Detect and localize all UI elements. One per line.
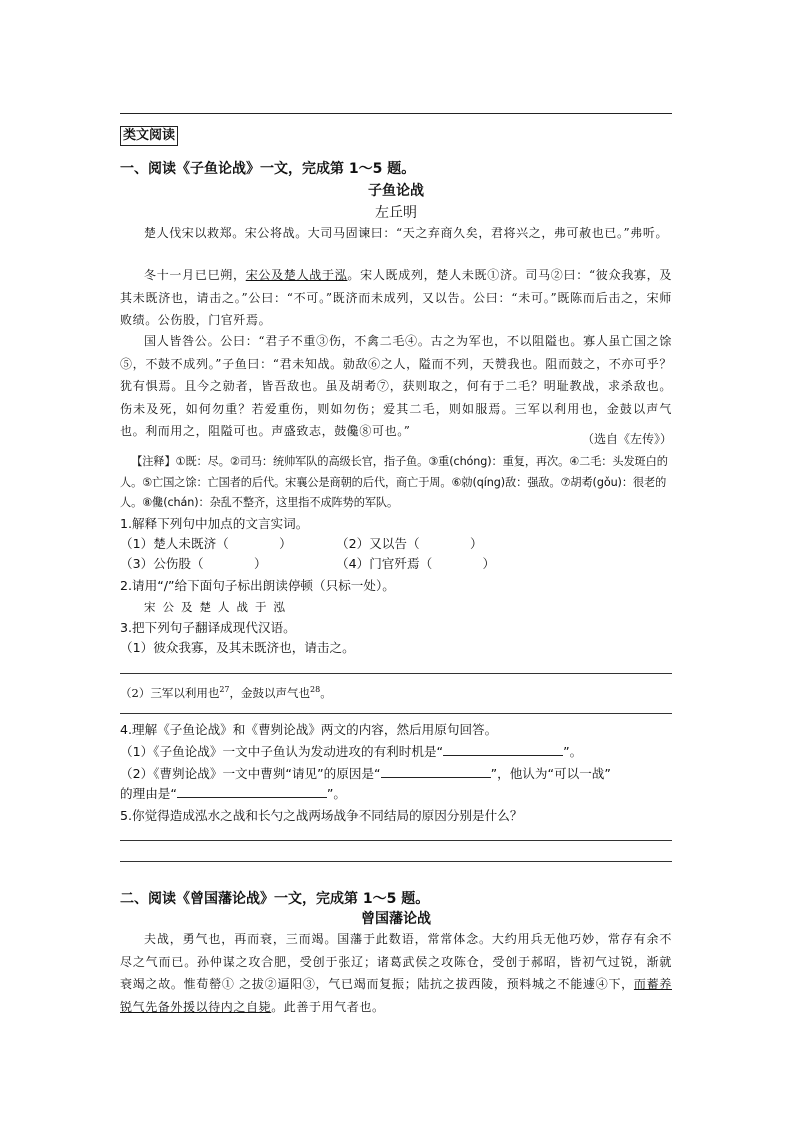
question-3: 3.把下列句子翻译成现代汉语。 xyxy=(120,620,296,635)
question-1-item-1: （1）楚人未既济（ ） xyxy=(120,536,292,551)
question-2-sentence: 宋公及楚人战于泓 xyxy=(144,600,292,614)
question-1-item-4: （4）门官歼焉（ ） xyxy=(336,556,496,571)
question-1-item-3: （3）公伤股（ ） xyxy=(120,556,267,571)
question-4-item-2: （2）《曹刿论战》一文中曹刿“请见”的原因是“ ”，他认为“可以一战” xyxy=(120,766,611,781)
top-rule xyxy=(120,113,672,114)
question-1-item-2: （2）又以告（ ） xyxy=(336,536,483,551)
underlined-sentence: 宋公及楚人战于泓 xyxy=(245,268,348,282)
underlined-sentence: 而蓄养锐气先备外援以待内之自毙 xyxy=(120,977,672,1014)
section1-title: 子鱼论战 xyxy=(368,183,424,199)
answer-line xyxy=(120,713,672,714)
answer-line xyxy=(120,840,672,841)
question-3-item-1: （1）彼众我寡，及其未既济也，请击之。 xyxy=(120,640,355,655)
section2-title: 曾国藩论战 xyxy=(361,911,431,927)
question-3-item-2: （2）三军以利用也$^{27}$，金鼓以声气也$^{28}$。 xyxy=(120,685,332,700)
section2-heading: 二、阅读《曾国藩论战》一文，完成第 1～5 题。 xyxy=(120,891,430,907)
section2-paragraph-1: 夫战，勇气也，再而衰，三而竭。国藩于此数语，常常体念。大约用兵无他巧妙，常存有余不尽之气而已。孙仲谋之攻合肥，受创于张辽；诸葛武侯之攻陈仓，受创于郝昭，皆初气过锐，渐就衰竭之故。惟荀罃① 之拔②逼阳③，气已竭而复振；陆抗之拔西陵，预料城之不能遽④下，而蓄养锐气先备外援以待内之自毙。此善于用气者也。 xyxy=(120,932,672,1014)
annotation-notes: 【注释】①既：尽。②司马：统帅军队的高级长官，指子鱼。③重(chóng)：重复，再次。④二毛：头发斑白的人。⑤亡国之馀：亡国者的后代。宋襄公是商朝的后代，商亡于周。⑥勍(qíng)敌：强敌。⑦胡耇(gǒu)：很老的人。⑧儳(chán)：杂乱不整齐，这里指不成阵势的军队。 xyxy=(120,455,668,509)
question-2: 2.请用“/”给下面句子标出朗读停顿（只标一处）。 xyxy=(120,578,395,593)
question-1: 1.解释下列句中加点的文言实词。 xyxy=(120,516,309,531)
question-4: 4.理解《子鱼论战》和《曹刿论战》两文的内容，然后用原句回答。 xyxy=(120,722,498,737)
section1-heading: 一、阅读《子鱼论战》一文，完成第 1～5 题。 xyxy=(120,161,416,177)
section1-paragraph-2: 冬十一月已巳朔，宋公及楚人战于泓。宋人既成列，楚人未既①济。司马②曰：“彼众我寡，及其未既济也，请击之。”公曰：“不可。”既济而未成列，又以告。公曰：“未可。”既陈而后击之，宋师败绩。公伤股，门官歼焉。 xyxy=(120,268,672,328)
source-citation: （选自《左传》） xyxy=(581,432,672,446)
answer-line xyxy=(120,673,672,674)
question-5: 5.你觉得造成泓水之战和长勺之战两场战争不同结局的原因分别是什么？ xyxy=(120,808,523,823)
section1-paragraph-3: 国人皆咎公。公曰：“君子不重③伤，不禽二毛④。古之为军也，不以阻隘也。寡人虽亡国之馀⑤，不鼓不成列。”子鱼曰：“君未知战。勍敌⑥之人，隘而不列，天赞我也。阻而鼓之，不亦可乎？犹有惧焉。且今之勍者，皆吾敌也。虽及胡耇⑦，获则取之，何有于二毛？明耻教战，求杀敌也。伤未及死，如何勿重？若爱重伤，则如勿伤；爱其二毛，则如服焉。三军以利用也，金鼓以声气也。利而用之，阻隘可也。声盛致志，鼓儳⑧可也。” xyxy=(120,334,672,439)
section1-author: 左丘明 xyxy=(375,205,417,221)
question-4-item-2-reason: 的理由是“ ”。 xyxy=(120,786,347,801)
section-tag: 类文阅读 xyxy=(120,126,178,146)
answer-line xyxy=(120,861,672,862)
question-4-item-1: （1）《子鱼论战》一文中子鱼认为发动进攻的有利时机是“ ”。 xyxy=(120,744,583,759)
section1-paragraph-1: 楚人伐宋以救郑。宋公将战。大司马固谏曰：“天之弃商久矣，君将兴之，弗可赦也已。”弗听。 xyxy=(144,226,669,240)
